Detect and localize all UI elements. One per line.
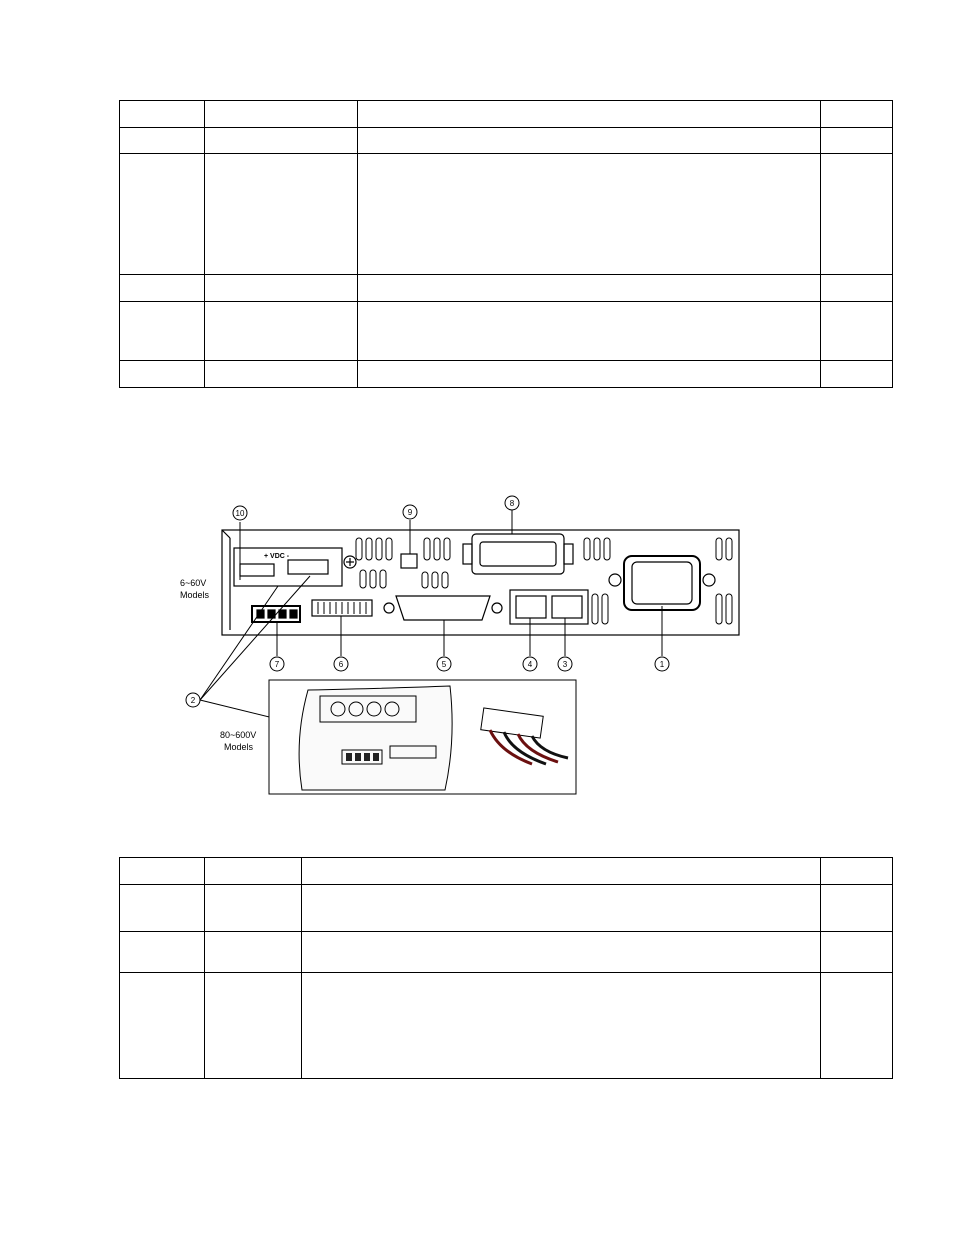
callout-9: 9: [407, 508, 413, 517]
table-row: [120, 154, 893, 275]
table-row: [120, 361, 893, 388]
callout-4: 4: [527, 660, 533, 669]
label-80-600v-models: Models: [224, 742, 254, 752]
top-table: [119, 100, 893, 388]
label-6-60v-models: Models: [180, 590, 210, 600]
callout-10: 10: [235, 509, 245, 518]
table-row: [120, 885, 893, 932]
vdc-label: + VDC -: [264, 553, 290, 560]
bottom-table: [119, 857, 893, 1079]
label-80-600v: 80~600V: [220, 730, 257, 740]
callout-5: 5: [441, 660, 447, 669]
callout-6: 6: [338, 660, 344, 669]
callout-8: 8: [509, 499, 515, 508]
table-row: [120, 932, 893, 973]
callout-2: 2: [190, 696, 196, 705]
callout-3: 3: [562, 660, 568, 669]
table-row: [120, 858, 893, 885]
table-row: [120, 101, 893, 128]
table-row: [120, 973, 893, 1079]
label-6-60v: 6~60V: [180, 578, 207, 588]
rear-panel-figure: [160, 490, 760, 810]
callout-1: 1: [659, 660, 665, 669]
callout-7: 7: [274, 660, 280, 669]
table-row: [120, 302, 893, 361]
table-row: [120, 275, 893, 302]
table-row: [120, 128, 893, 154]
